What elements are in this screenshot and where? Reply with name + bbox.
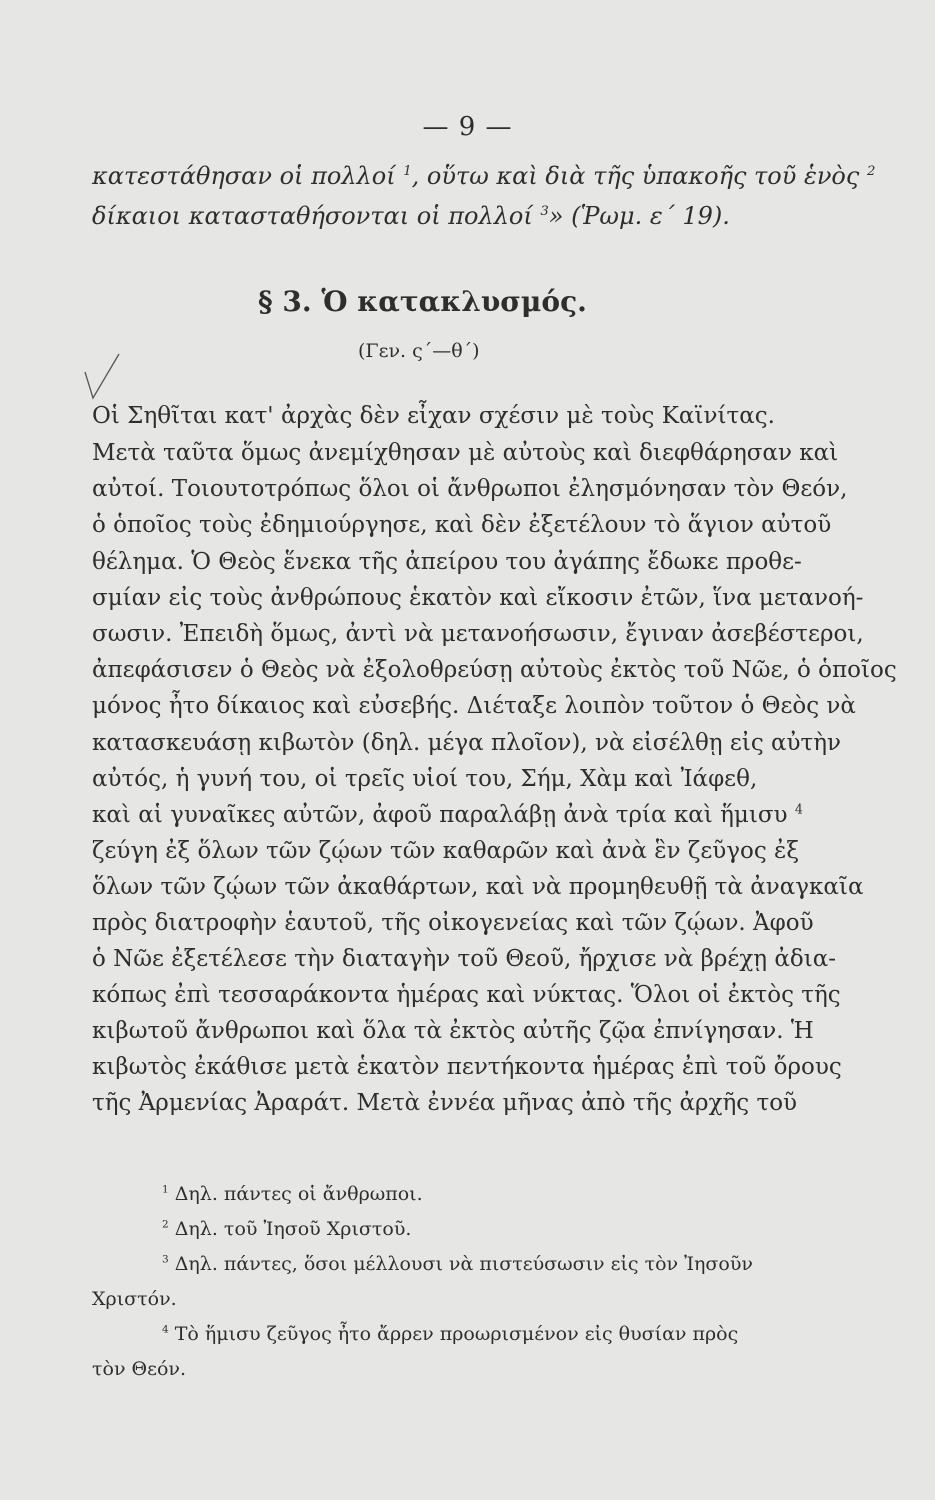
intro-line: κατεστάθησαν οἱ πολλοί $^1$, οὕτω καὶ διὰ τῆς ὑπακοῆς τοῦ ἑνὸς $^2$	[92, 162, 876, 190]
footnote: $^3$ Δηλ. πάντες, ὅσοι μέλλουσι νὰ πιστεύσωσιν εἰς τὸν Ἰησοῦν	[162, 1253, 753, 1275]
body-line: καὶ αἱ γυναῖκες αὐτῶν, ἀφοῦ παραλάβῃ ἀνὰ τρία καὶ ἥμισυ $^4$	[92, 801, 803, 828]
body-line: ζεύγη ἐξ ὅλων τῶν ζῴων τῶν καθαρῶν καὶ ἀνὰ ἓν ζεῦγος ἐξ	[92, 838, 800, 864]
footnote-ref: 4	[794, 801, 803, 817]
footnote-continuation: Χριστόν.	[92, 1288, 177, 1310]
body-line: σμίαν εἰς τοὺς ἀνθρώπους ἑκατὸν καὶ εἴκοσιν ἐτῶν, ἵνα μετανοή-	[92, 585, 864, 611]
footnote-number: 3	[162, 1253, 169, 1266]
body-line: τῆς Ἀρμενίας Ἀραράτ. Μετὰ ἐννέα μῆνας ἀπὸ τῆς ἀρχῆς τοῦ	[92, 1090, 798, 1116]
section-heading: § 3. Ὁ κατακλυσμός.	[258, 285, 587, 318]
footnote: $^2$ Δηλ. τοῦ Ἰησοῦ Χριστοῦ.	[162, 1218, 412, 1240]
body-line: αὐτός, ἡ γυνή του, οἱ τρεῖς υἱοί του, Σήμ, Χὰμ καὶ Ἰάφεθ,	[92, 766, 758, 792]
body-line: σωσιν. Ἐπειδὴ ὅμως, ἀντὶ νὰ μετανοήσωσιν, ἔγιναν ἀσεβέστεροι,	[92, 621, 864, 647]
footnote: $^4$ Τὸ ἥμισυ ζεῦγος ἦτο ἄρρεν προωρισμένον εἰς θυσίαν πρὸς	[162, 1323, 739, 1345]
section-subheading: (Γεν. ς΄—θ΄)	[358, 340, 480, 362]
body-line: ὁ Νῶε ἐξετέλεσε τὴν διαταγὴν τοῦ Θεοῦ, ἤρχισε νὰ βρέχῃ ἀδια-	[92, 946, 837, 972]
body-line: θέλημα. Ὁ Θεὸς ἕνεκα τῆς ἀπείρου του ἀγάπης ἔδωκε προθε-	[92, 549, 802, 575]
body-line: ὅλων τῶν ζῴων τῶν ἀκαθάρτων, καὶ νὰ προμηθευθῇ τὰ ἀναγκαῖα	[92, 874, 864, 900]
body-line: κατασκευάσῃ κιβωτὸν (δηλ. μέγα πλοῖον), νὰ εἰσέλθῃ εἰς αὐτὴν	[92, 730, 842, 756]
body-line: ὁ ὁποῖος τοὺς ἐδημιούργησε, καὶ δὲν ἐξετέλουν τὸ ἅγιον αὐτοῦ	[92, 512, 832, 538]
footnote-number: 2	[162, 1218, 169, 1231]
footnote-ref: 1	[403, 164, 412, 179]
body-line: Μετὰ ταῦτα ὅμως ἀνεμίχθησαν μὲ αὐτοὺς καὶ διεφθάρησαν καὶ	[92, 440, 839, 466]
body-line: κόπως ἐπὶ τεσσαράκοντα ἡμέρας καὶ νύκτας. Ὅλοι οἱ ἐκτὸς τῆς	[92, 982, 841, 1008]
footnote: $^1$ Δηλ. πάντες οἱ ἄνθρωποι.	[162, 1183, 423, 1205]
page-number: — 9 —	[422, 112, 513, 142]
footnote-ref: 3	[540, 204, 549, 219]
handwritten-check-mark	[83, 352, 123, 402]
body-line: ἀπεφάσισεν ὁ Θεὸς νὰ ἐξολοθρεύσῃ αὐτοὺς ἐκτὸς τοῦ Νῶε, ὁ ὁποῖος	[92, 657, 897, 683]
body-line: κιβωτοῦ ἄνθρωποι καὶ ὅλα τὰ ἐκτὸς αὐτῆς ζῷα ἐπνίγησαν. Ἡ	[92, 1018, 814, 1044]
footnote-continuation: τὸν Θεόν.	[92, 1358, 186, 1380]
body-line: πρὸς διατροφὴν ἑαυτοῦ, τῆς οἰκογενείας καὶ τῶν ζῴων. Ἀφοῦ	[92, 910, 814, 936]
body-line: αὐτοί. Τοιουτοτρόπως ὅλοι οἱ ἄνθρωποι ἐλησμόνησαν τὸν Θεόν,	[92, 476, 848, 502]
body-line: μόνος ἦτο δίκαιος καὶ εὐσεβής. Διέταξε λοιπὸν τοῦτον ὁ Θεὸς νὰ	[92, 693, 856, 719]
body-line: Οἱ Σηθῖται κατ' ἀρχὰς δὲν εἶχαν σχέσιν μὲ τοὺς Καϊνίτας.	[92, 403, 775, 429]
footnote-number: 1	[162, 1183, 169, 1196]
body-line: κιβωτὸς ἐκάθισε μετὰ ἑκατὸν πεντήκοντα ἡμέρας ἐπὶ τοῦ ὄρους	[92, 1054, 842, 1080]
footnote-number: 4	[162, 1323, 169, 1336]
footnote-ref: 2	[866, 164, 876, 179]
intro-line: δίκαιοι κατασταθήσονται οἱ πολλοί $^3$» (Ῥωμ. ε΄ 19).	[92, 202, 730, 230]
